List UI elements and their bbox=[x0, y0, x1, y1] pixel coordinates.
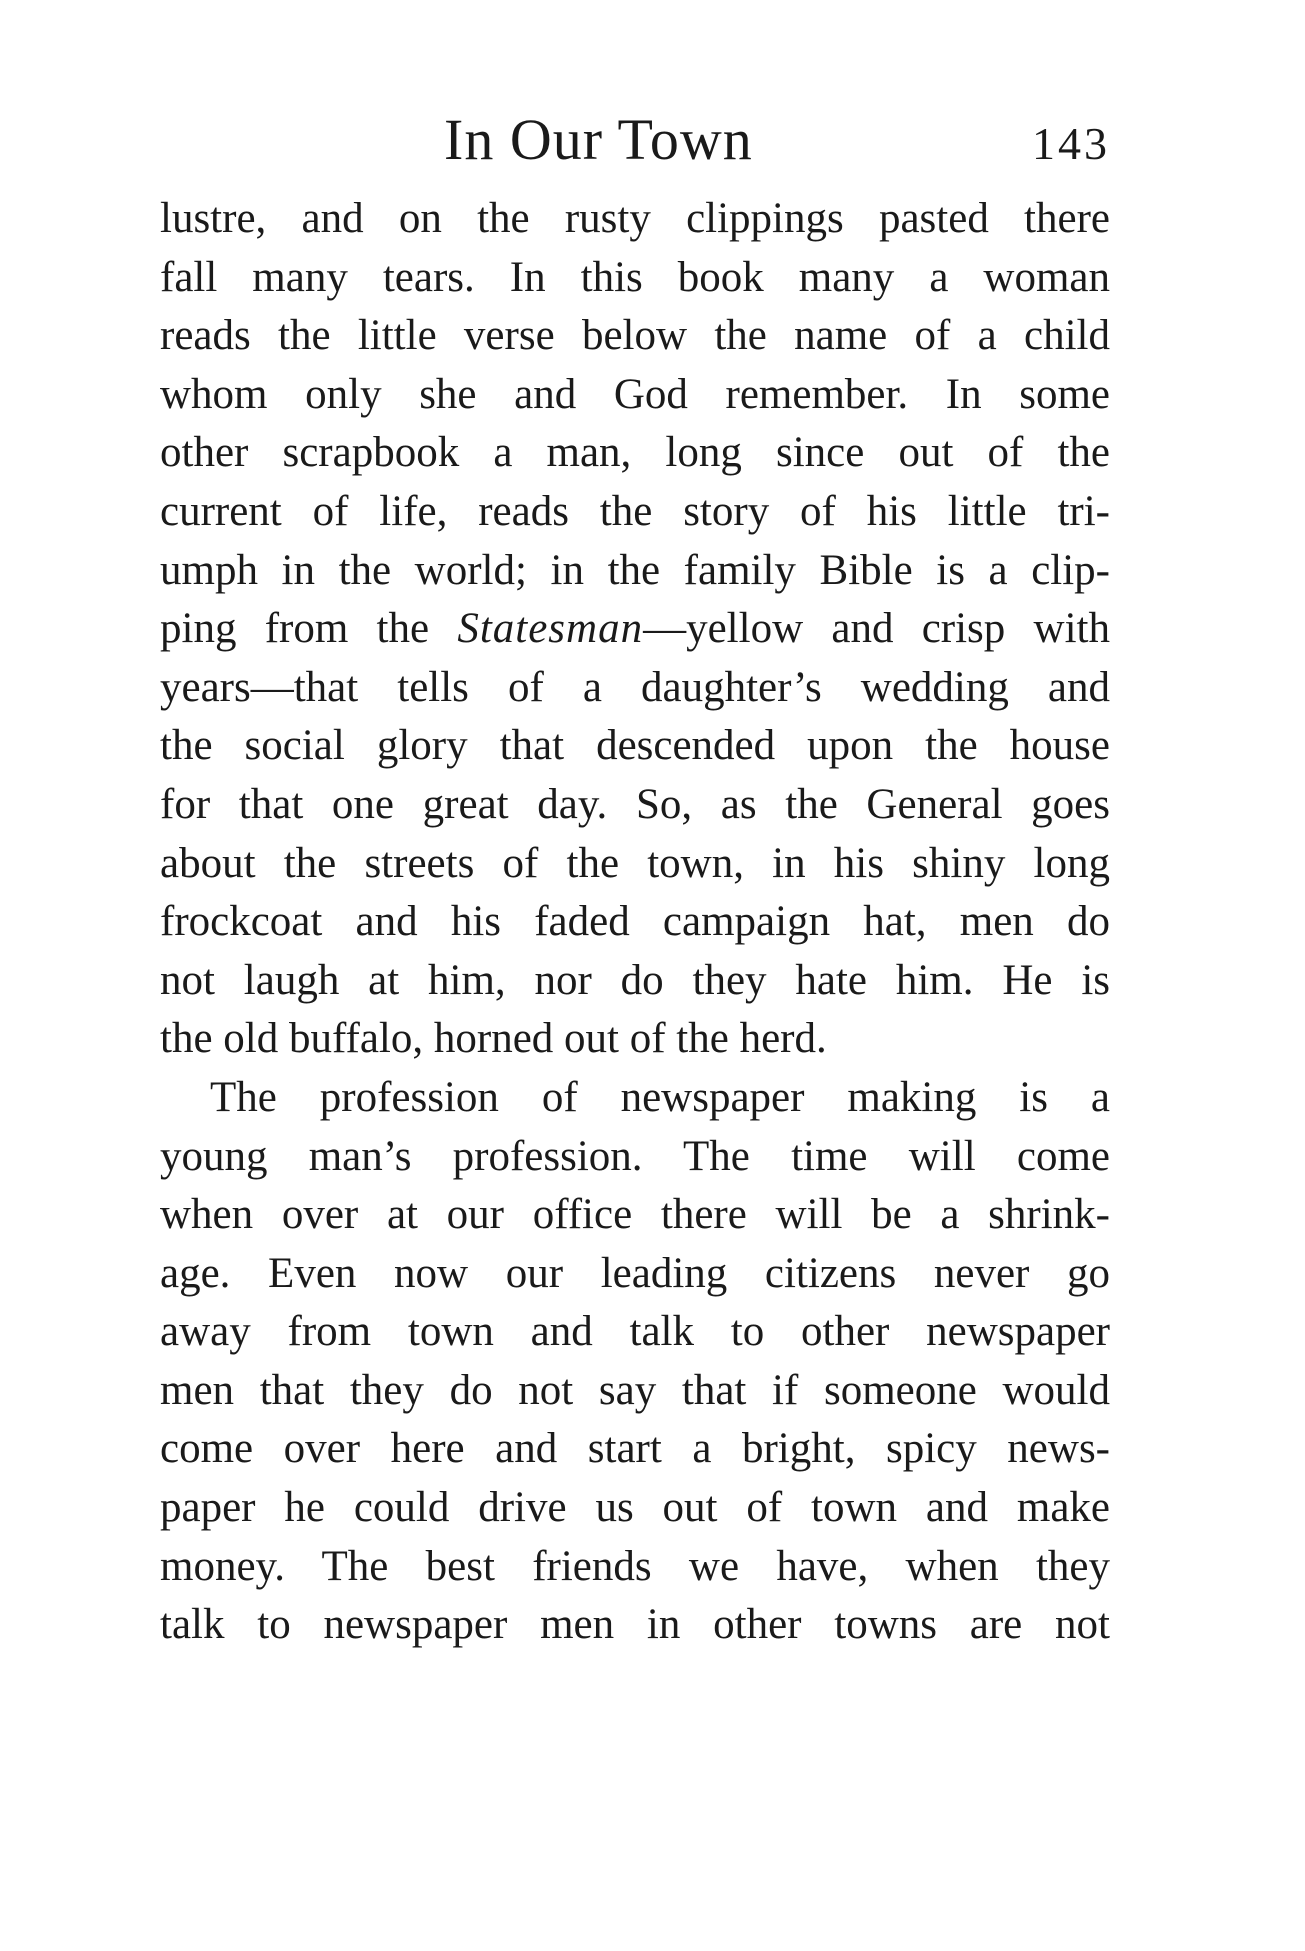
text-line: lustre, and on the rusty clippings pasted there bbox=[160, 195, 1110, 242]
text-line: talk to newspaper men in other towns are not bbox=[160, 1601, 1110, 1649]
text-segment: —yellow and crisp with bbox=[643, 605, 1110, 653]
text-line: whom only she and God remember. In some bbox=[160, 370, 1110, 418]
text-line: for that one great day. So, as the General goes bbox=[160, 780, 1110, 828]
page-number: 143 bbox=[1032, 118, 1110, 169]
running-title: In Our Town bbox=[444, 107, 753, 172]
text-segment: ping from the bbox=[160, 605, 430, 653]
paragraph-1 bbox=[160, 190, 1110, 1069]
text-line: money. The best friends we have, when they bbox=[160, 1542, 1110, 1590]
text-line: frockcoat and his faded campaign hat, men do bbox=[160, 898, 1110, 946]
text-line: men that they do not say that if someone would bbox=[160, 1366, 1110, 1414]
paragraph-2 bbox=[160, 1069, 1110, 1655]
body-text bbox=[160, 190, 1110, 1655]
text-line: umph in the world; in the family Bible is a clip- bbox=[160, 546, 1110, 594]
text-line: years—that tells of a daughter’s wedding and bbox=[160, 663, 1110, 711]
text-line: young man’s profession. The time will come bbox=[160, 1132, 1110, 1180]
text-line: other scrapbook a man, long since out of the bbox=[160, 429, 1110, 477]
text-line: The profession of newspaper making is a bbox=[210, 1073, 1110, 1121]
text-line: reads the little verse below the name of a child bbox=[160, 312, 1110, 360]
text-line: age. Even now our leading citizens never go bbox=[160, 1249, 1110, 1297]
text-line: not laugh at him, nor do they hate him. He is bbox=[160, 956, 1110, 1004]
text-line: current of life, reads the story of his little tri- bbox=[160, 487, 1110, 535]
text-line: the old buffalo, horned out of the herd. bbox=[160, 1015, 827, 1063]
newspaper-title-italic: Statesman bbox=[457, 605, 644, 653]
text-line: come over here and start a bright, spicy news- bbox=[160, 1425, 1110, 1473]
text-line: fall many tears. In this book many a woman bbox=[160, 253, 1110, 301]
text-line: away from town and talk to other newspaper bbox=[160, 1308, 1110, 1356]
text-line: about the streets of the town, in his shiny long bbox=[160, 839, 1110, 887]
text-line-with-italic bbox=[160, 600, 1110, 659]
running-head bbox=[160, 100, 1110, 180]
text-line: when over at our office there will be a shrink- bbox=[160, 1191, 1110, 1239]
text-line: paper he could drive us out of town and make bbox=[160, 1484, 1110, 1532]
text-line: the social glory that descended upon the house bbox=[160, 722, 1110, 770]
